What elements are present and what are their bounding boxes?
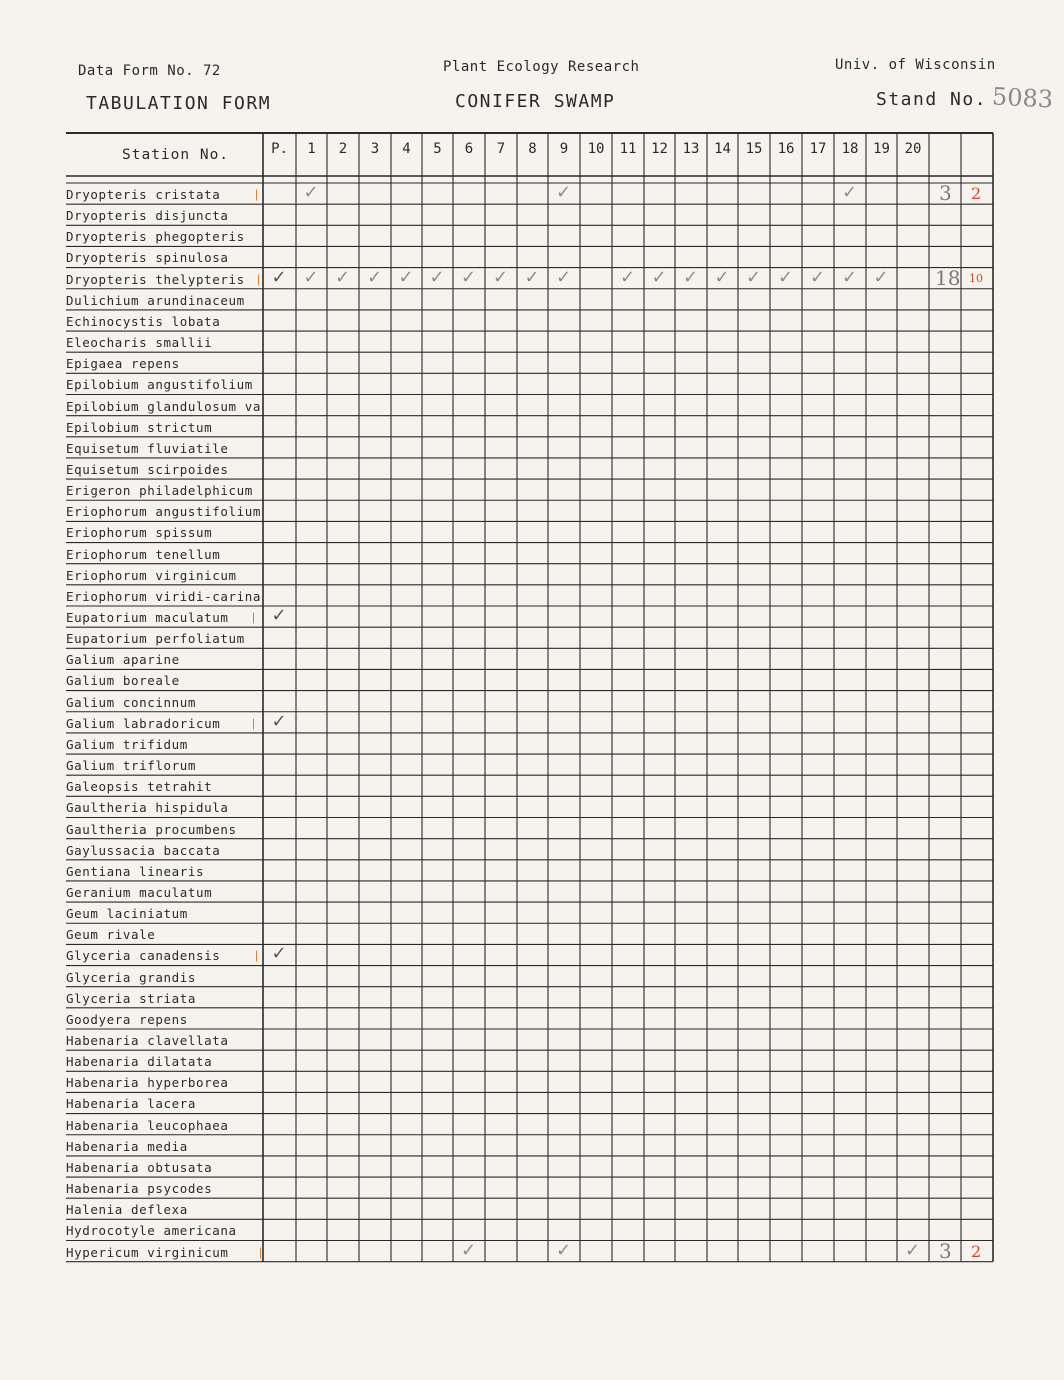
check-mark-icon: ✓ <box>429 266 445 288</box>
column-header: 17 <box>809 141 827 157</box>
orange-tick-icon: ❘ <box>249 611 259 624</box>
species-label: Eriophorum tenellum <box>66 546 221 562</box>
species-label: Epilobium angustifolium <box>66 377 253 393</box>
column-header: P. <box>271 141 288 157</box>
check-mark-icon: ✓ <box>303 182 319 203</box>
form-title: TABULATION FORM <box>86 93 272 114</box>
tally-red-count: 10 <box>969 271 983 285</box>
column-header: 11 <box>619 141 637 157</box>
species-label: Galium trifidum <box>66 736 188 752</box>
check-mark-icon: ✓ <box>620 266 636 288</box>
column-header: 13 <box>682 141 700 157</box>
check-mark-icon: ✓ <box>556 182 572 203</box>
species-label: Eriophorum viridi-carina <box>66 588 262 604</box>
column-header: 18 <box>841 141 859 157</box>
species-label: Habenaria media <box>66 1138 188 1154</box>
species-label: Epigaea repens <box>66 356 180 372</box>
column-header: 2 <box>338 141 348 157</box>
species-label: Glyceria striata <box>66 990 197 1006</box>
check-mark-icon: ✓ <box>651 266 667 288</box>
check-mark-icon: ✓ <box>524 266 540 288</box>
check-mark-icon: ✓ <box>271 266 287 288</box>
species-label: Halenia deflexa <box>66 1202 188 1218</box>
form-number: Data Form No. 72 <box>78 63 221 79</box>
tally-count: 18 <box>935 265 961 290</box>
species-label: Eriophorum virginicum <box>66 567 237 583</box>
check-mark-icon: ✓ <box>556 266 572 288</box>
station-label: Station No. <box>122 147 230 163</box>
species-label: Erigeron philadelphicum <box>66 483 253 499</box>
species-label: Habenaria dilatata <box>66 1054 213 1070</box>
check-mark-icon: ✓ <box>271 605 287 626</box>
species-label: Eleocharis smallii <box>66 335 213 351</box>
species-label: Goodyera repens <box>66 1011 188 1027</box>
species-label: Dryopteris disjuncta <box>66 208 229 224</box>
species-label: Galium aparine <box>66 652 180 668</box>
check-mark-icon: ✓ <box>461 1239 477 1261</box>
column-header: 20 <box>904 141 922 157</box>
check-mark-icon: ✓ <box>303 266 319 288</box>
species-label: Gaylussacia baccata <box>66 842 221 858</box>
column-header: 9 <box>559 141 569 157</box>
column-header: 12 <box>651 141 668 157</box>
check-mark-icon: ✓ <box>873 266 889 288</box>
column-header: 6 <box>464 141 474 157</box>
check-mark-icon: ✓ <box>842 182 858 203</box>
column-header: 5 <box>433 141 442 157</box>
orange-tick-icon: ❘ <box>249 716 259 730</box>
species-label: Dryopteris phegopteris <box>66 229 245 245</box>
species-label: Habenaria psycodes <box>66 1181 213 1197</box>
check-mark-icon: ✓ <box>335 266 351 288</box>
column-header: 10 <box>587 141 605 157</box>
column-header: 7 <box>496 141 506 157</box>
check-mark-icon: ✓ <box>271 943 287 965</box>
species-label: Echinocystis lobata <box>66 313 221 329</box>
species-label: Gaultheria procumbens <box>66 821 237 837</box>
check-mark-icon: ✓ <box>778 266 794 288</box>
check-mark-icon: ✓ <box>461 266 477 288</box>
species-label: Eupatorium maculatum <box>66 610 229 625</box>
stand-number-value[interactable]: 5083 <box>991 82 1054 114</box>
species-label: Equisetum fluviatile <box>66 440 229 456</box>
column-header: 4 <box>402 141 411 157</box>
column-header: 8 <box>528 141 537 157</box>
species-label: Dryopteris cristata <box>66 187 221 202</box>
orange-tick-icon: ❘ <box>254 272 264 286</box>
species-label: Habenaria leucophaea <box>66 1117 229 1133</box>
column-header: 15 <box>745 141 763 157</box>
column-header: 16 <box>777 141 795 157</box>
check-mark-icon: ✓ <box>746 266 762 288</box>
species-label: Epilobium glandulosum va <box>66 398 262 414</box>
orange-tick-icon: ❘ <box>256 1245 266 1259</box>
species-label: Galium triflorum <box>66 758 197 774</box>
check-mark-icon: ✓ <box>556 1239 572 1261</box>
column-header: 14 <box>714 141 731 157</box>
check-mark-icon: ✓ <box>493 266 509 288</box>
check-mark-icon: ✓ <box>367 266 383 288</box>
stand-label: Stand No. <box>876 89 988 110</box>
species-label: Gentiana linearis <box>66 863 205 879</box>
species-label: Habenaria obtusata <box>66 1159 213 1175</box>
tally-count: 3 <box>939 181 952 205</box>
species-label: Equisetum scirpoides <box>66 461 229 477</box>
tally-red-count: 2 <box>971 1241 982 1261</box>
column-header: 19 <box>873 141 890 157</box>
check-mark-icon: ✓ <box>810 266 826 288</box>
species-label: Eriophorum angustifolium <box>66 504 262 520</box>
species-label: Glyceria canadensis <box>66 948 221 964</box>
tally-red-count: 2 <box>971 184 982 203</box>
species-label: Geum laciniatum <box>66 906 188 922</box>
orange-tick-icon: ❘ <box>252 188 262 201</box>
species-label: Dryopteris thelypteris <box>66 271 245 287</box>
check-mark-icon: ✓ <box>905 1239 921 1261</box>
university-name: Univ. of Wisconsin <box>835 57 996 73</box>
species-label: Galium boreale <box>66 673 180 689</box>
check-mark-icon: ✓ <box>714 266 730 288</box>
org-name: Plant Ecology Research <box>443 59 640 75</box>
check-mark-icon: ✓ <box>398 266 414 288</box>
species-label: Eriophorum spissum <box>66 525 213 541</box>
community-title: CONIFER SWAMP <box>455 91 616 112</box>
species-label: Gaultheria hispidula <box>66 800 229 816</box>
species-label: Habenaria lacera <box>66 1096 197 1112</box>
check-mark-icon: ✓ <box>271 710 287 732</box>
check-mark-icon: ✓ <box>842 266 858 288</box>
species-label: Geum rivale <box>66 927 156 943</box>
species-label: Galium concinnum <box>66 694 197 710</box>
species-label: Habenaria clavellata <box>66 1033 229 1048</box>
tally-count: 3 <box>939 1238 952 1263</box>
column-header: 3 <box>370 141 380 157</box>
species-label: Hypericum virginicum <box>66 1244 229 1260</box>
species-label: Dryopteris spinulosa <box>66 250 229 266</box>
species-label: Epilobium strictum <box>66 419 213 435</box>
column-header: 1 <box>307 141 316 157</box>
species-label: Hydrocotyle americana <box>66 1223 237 1239</box>
orange-tick-icon: ❘ <box>252 949 262 963</box>
species-label: Eupatorium perfoliatum <box>66 631 245 647</box>
species-label: Geranium maculatum <box>66 884 213 900</box>
species-label: Galeopsis tetrahit <box>66 779 213 795</box>
check-mark-icon: ✓ <box>683 266 699 288</box>
species-label: Dulichium arundinaceum <box>66 292 245 308</box>
species-label: Galium labradoricum <box>66 715 221 731</box>
species-label: Glyceria grandis <box>66 969 197 985</box>
species-label: Habenaria hyperborea <box>66 1075 229 1091</box>
